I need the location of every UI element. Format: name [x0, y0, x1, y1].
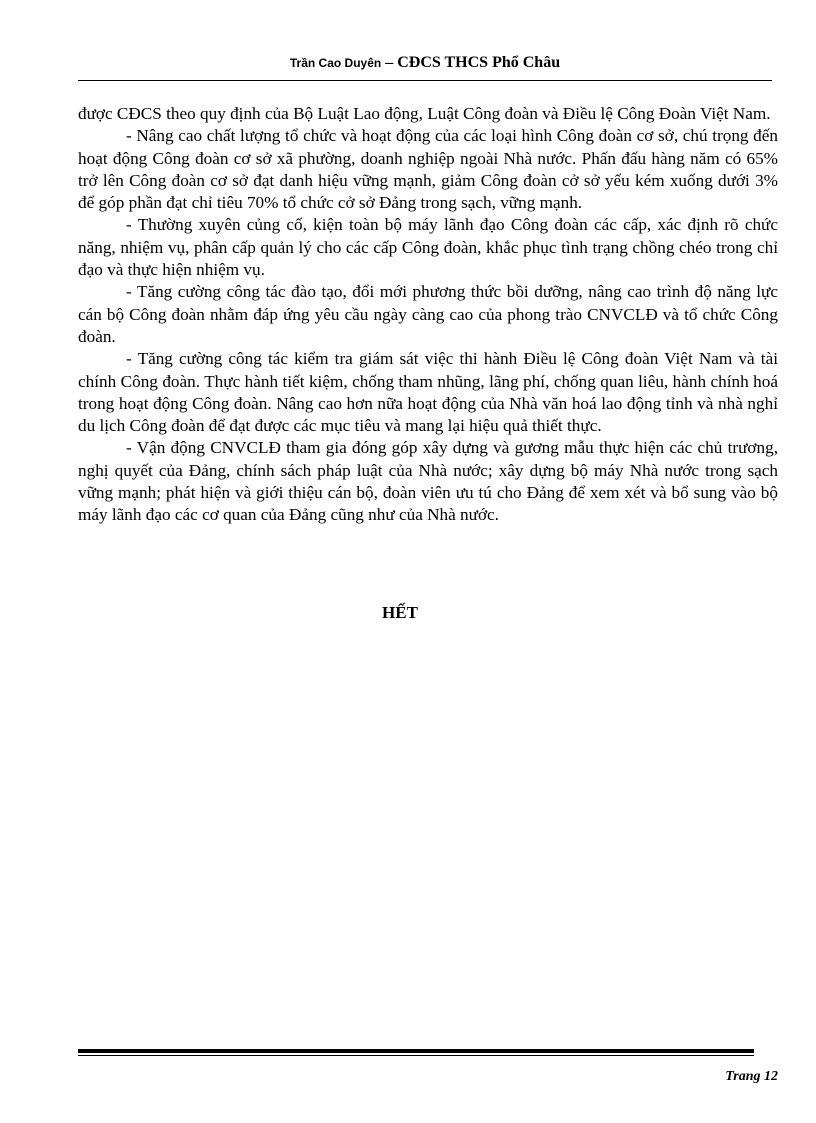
footer-divider-thin: [78, 1055, 754, 1056]
footer-divider-thick: [78, 1049, 754, 1053]
paragraph-mobilization: - Vận động CNVCLĐ tham gia đóng góp xây dựng và gương mẫu thực hiện các chủ trương, nghị quyết của Đảng, chính sách pháp luật của Nhà nước; xây dựng bộ máy Nhà nước trong sạch vững mạnh; phát hiện và giới thiệu cán bộ, đoàn viên ưu tú cho Đảng để xem xét và bổ sung vào bộ máy lãnh đạo các cơ quan của Đảng cũng như của Nhà nước.: [78, 438, 778, 525]
paragraph-leadership: - Thường xuyên củng cố, kiện toàn bộ máy lãnh đạo Công đoàn các cấp, xác định rõ chức năng, nhiệm vụ, phân cấp quản lý cho các cấp Công đoàn, khắc phục tình trạng chồng chéo trong chỉ đạo và thực hiện nhiệm vụ.: [78, 215, 778, 280]
header-separator: –: [385, 54, 394, 71]
paragraph-quality: - Nâng cao chất lượng tổ chức và hoạt động của các loại hình Công đoàn cơ sở, chú trọng đến hoạt động Công đoàn cơ sở xã phường, doanh nghiệp ngoài Nhà nước. Phấn đấu hàng năm có 65% trở lên Công đoàn cơ sở đạt danh hiệu vững mạnh, giảm Công đoàn cở sở yếu kém xuống dưới 3% để góp phần đạt chỉ tiêu 70% tổ chức cở sở Đảng trong sạch, vững mạnh.: [78, 126, 778, 213]
header-organization: CĐCS THCS Phổ Châu: [397, 54, 561, 71]
page-header: [78, 52, 772, 74]
paragraph-continuation: được CĐCS theo quy định của Bộ Luật Lao động, Luật Công đoàn và Điều lệ Công Đoàn Việt Nam.: [78, 104, 771, 123]
paragraph-training: - Tăng cường công tác đào tạo, đổi mới phương thức bồi dưỡng, nâng cao trình độ năng lực cán bộ Công đoàn nhằm đáp ứng yêu cầu ngày càng cao của phong trào CNVCLĐ và tổ chức Công đoàn.: [78, 282, 778, 346]
header-divider: [78, 80, 772, 81]
end-mark: HẾT: [382, 603, 418, 622]
paragraph-inspection: - Tăng cường công tác kiểm tra giám sát việc thi hành Điều lệ Công đoàn Việt Nam và tài chính Công đoàn. Thực hành tiết kiệm, chống tham nhũng, lãng phí, chống quan liêu, hành chính hoá trong hoạt động Công đoàn. Nâng cao hơn nữa hoạt động của Nhà văn hoá lao động tỉnh và nhà nghỉ du lịch Công đoàn để đạt được các mục tiêu và mang lại hiệu quả thiết thực.: [78, 349, 778, 436]
header-author: Trần Cao Duyên: [289, 56, 382, 70]
page-number: Trang 12: [725, 1069, 778, 1084]
document-body: [78, 103, 778, 527]
